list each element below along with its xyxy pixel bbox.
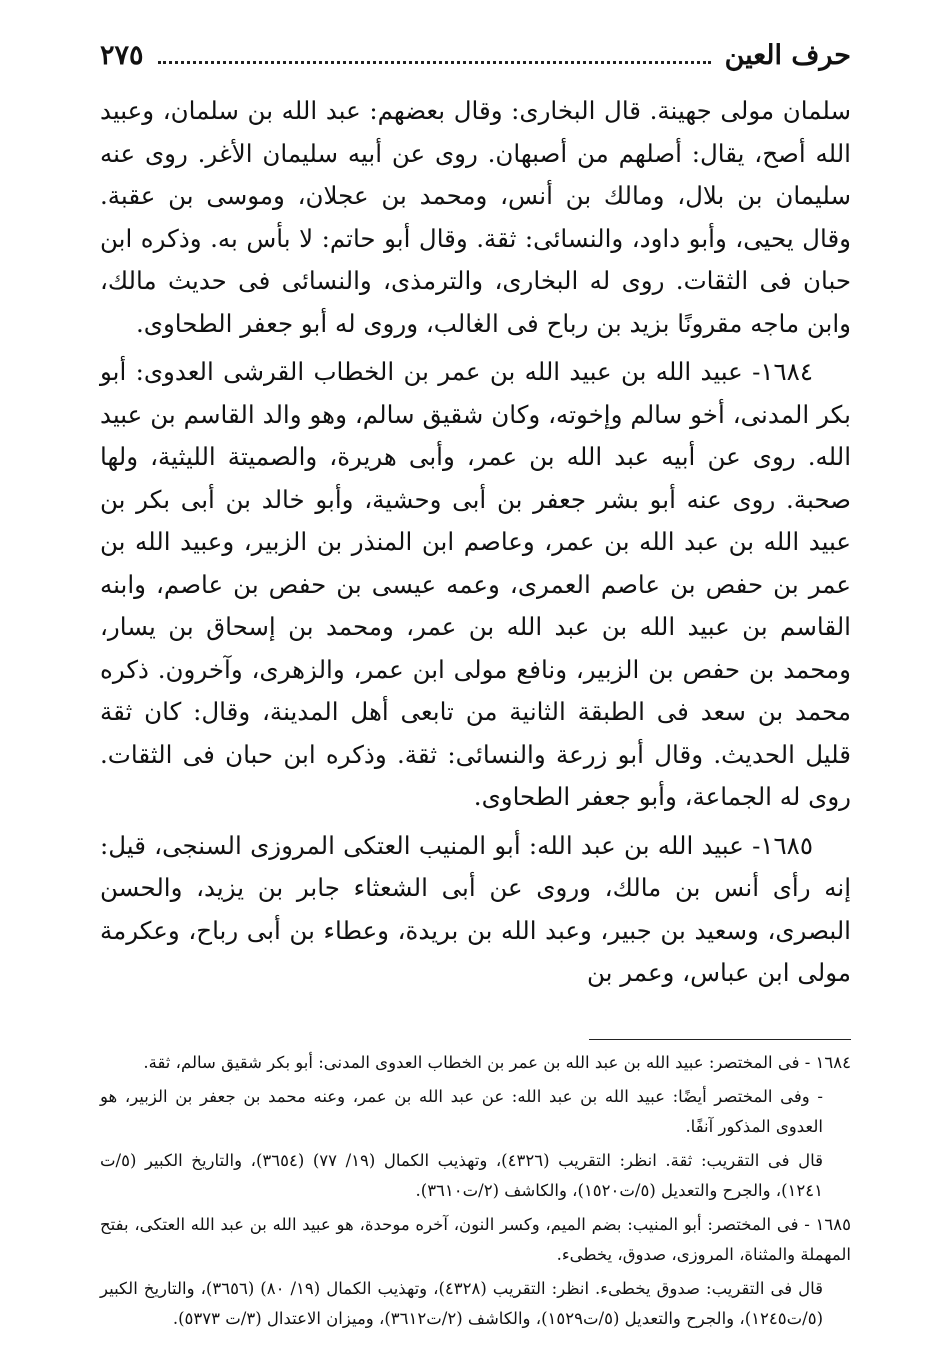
footnote-1684-a: ١٦٨٤ - فى المختصر: عبيد الله بن عبد الله بن عمر بن الخطاب العدوى المدنى: أبو بكر شقيق سالم، ثقة. [143, 1052, 851, 1072]
paragraph-continued: سلمان مولى جهينة. قال البخارى: وقال بعضهم: عبد الله بن سلمان، وعبيد الله أصح، يقال: أصلهم من أصبهان. روى عن أبيه سليمان الأغر. روى عنه سليمان بن بلال، ومالك بن أنس، ومحمد بن عجلان، وموسى بن عقبة. وقال يحيى، وأبو داود، والنسائى: ثقة. وقال أبو حاتم: لا بأس به. وذكره ابن حبان فى الثقات. روى له البخارى، والترمذى، والنسائى فى حديث مالك، وابن ماجه مقرونًا بزيد بن رباح فى الغالب، وروى له أبو جعفر الطحاوى. [100, 96, 851, 338]
entry-1685: ١٦٨٥- عبيد الله بن عبد الله: أبو المنيب العتكى المروزى السنجى، قيل: إنه رأى أنس بن مالك، وروى عن أبى الشعثاء جابر بن يزيد، والحسن البصرى، وسعيد بن جبير، وعبد الله بن بريدة، وعطاء بن أبى رباح، وعكرمة مولى ابن عباس، وعمر بن [100, 830, 851, 987]
chapter-title: حرف العين [724, 40, 851, 71]
entry-1684: ١٦٨٤- عبيد الله بن عبيد الله بن عمر بن الخطاب القرشى العدوى: أبو بكر المدنى، أخو سالم وإخوته، وكان شقيق سالم، وهو والد القاسم بن عبيد الله. روى عن أبيه عبد الله بن عمر، وأبى هريرة، والصميتة الليثية، ولها صحبة. روى عنه أبو بشر جعفر بن أبى وحشية، وأبو خالد بن أبى بكر بن عبيد الله بن عبد الله بن عمر، وعاصم ابن المنذر بن الزبير، وعبيد الله بن عمر بن حفص بن عاصم العمرى، وعمه عيسى بن حفص بن عاصم، وابنه القاسم بن عبيد الله بن عبد الله بن عمر، ومحمد بن إسحاق بن يسار، ومحمد بن حفص بن الزبير، ونافع مولى ابن عمر، والزهرى، وآخرون. ذكره محمد بن سعد فى الطبقة الثانية من تابعى أهل المدينة، وقال: كان ثقة قليل الحديث. وقال أبو زرعة والنسائى: ثقة. وذكره ابن حبان فى الثقات. روى له الجماعة، وأبو جعفر الطحاوى. [100, 357, 851, 811]
main-text [100, 90, 851, 995]
footnote-1685-b: قال فى التقريب: صدوق يخطىء. انظر: التقريب (٤٣٢٨)، وتهذيب الكمال (١٩/ ٨٠) (٣٦٥٦)، والتاريخ الكبير (٥/ت١٢٤٥)، والجرح والتعديل (٥/ت١٥٢٩)، والكاشف (٢/ت٣٦١٢)، وميزان الاعتدال (٣/ت ٥٣٧٣). [100, 1278, 823, 1328]
footnote-1684-b: - وفى المختصر أيضًا: عبيد الله بن عبد الله: عن عبد الله بن عمر، وعنه محمد بن جعفر بن الزبير، هو العدوى المذكور آنفًا. [100, 1086, 823, 1136]
footnotes [100, 1048, 851, 1334]
footnote-1684-c: قال فى التقريب: ثقة. انظر: التقريب (٤٣٢٦)، وتهذيب الكمال (١٩/ ٧٧) (٣٦٥٤)، والتاريخ الكبير (٥/ت ١٢٤١)، والجرح والتعديل (٥/ت١٥٢٠)، والكاشف (٢/ت٣٦١٠). [100, 1150, 823, 1200]
page-number: ٢٧٥ [100, 40, 144, 71]
footnote-1685-a: ١٦٨٥ - فى المختصر: أبو المنيب: بضم الميم، وكسر النون، آخره موحدة، هو عبيد الله بن عبد الله العتكى، بفتح المهملة والمثناة، المروزى، صدوق، يخطىء. [100, 1214, 851, 1264]
footnote-separator [589, 1039, 851, 1040]
running-head [100, 40, 851, 84]
leader-dots [158, 47, 711, 64]
